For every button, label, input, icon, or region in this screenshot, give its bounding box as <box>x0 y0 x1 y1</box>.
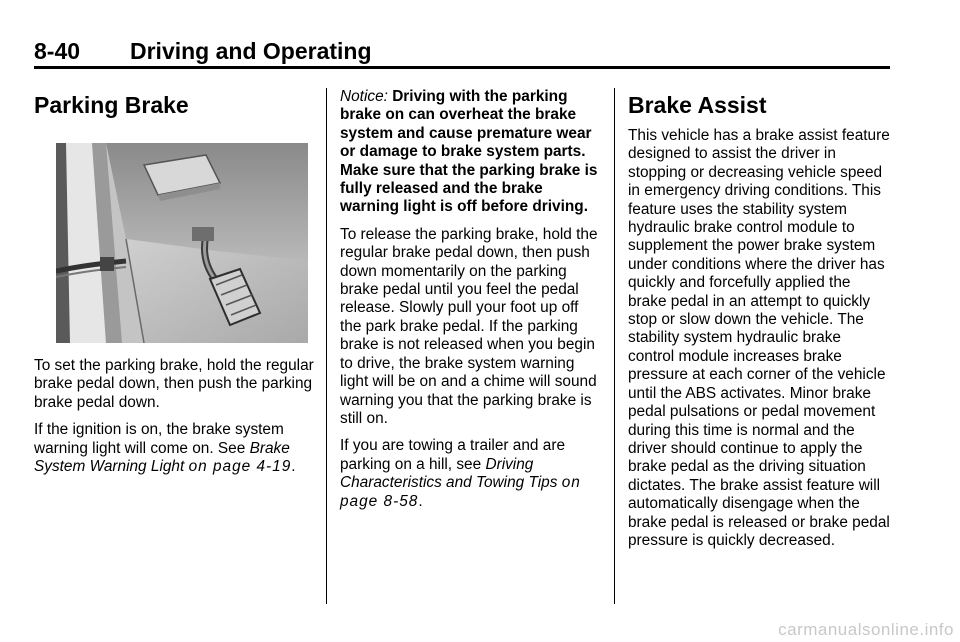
notice-text: Driving with the parking brake on can overheat the brake system and cause premature wear or damage to brake system parts. Make sure that the parking brake is fully released and the brake warning light is off before driving. <box>340 88 598 216</box>
column-left <box>34 88 314 485</box>
towing-text: If you are towing a trailer and are parking on a hill, see <box>340 437 565 473</box>
sentence-end: . <box>418 492 423 510</box>
set-parking-brake-paragraph: To set the parking brake, hold the regular brake pedal down, then push the parking brake pedal down. <box>34 357 314 411</box>
column-divider <box>326 88 327 604</box>
parking-brake-pedal-illustration-icon <box>56 143 308 343</box>
warning-light-paragraph <box>34 421 314 476</box>
sentence-end: . <box>291 458 296 476</box>
column-middle <box>340 88 600 520</box>
release-parking-brake-paragraph: To release the parking brake, hold the regular brake pedal down, then push down momentarily on the parking brake pedal until you feel the pedal release. Slowly pull your foot up off the park brake pedal. If the parking brake is not released when you begin to drive, the brake system warning light will be on and a chime will sound warning you that the parking brake is still on. <box>340 225 598 427</box>
parking-brake-heading: Parking Brake <box>34 92 189 118</box>
section-title: Driving and Operating <box>130 38 372 64</box>
xref-page: on page 4-19 <box>188 458 292 476</box>
column-divider <box>614 88 615 604</box>
notice-paragraph <box>340 88 600 217</box>
brake-assist-heading: Brake Assist <box>628 92 767 118</box>
xref-page: on page 8-58 <box>340 474 581 510</box>
xref-title: Brake System Warning Light <box>34 439 290 476</box>
page-header <box>34 38 890 69</box>
page-number: 8-40 <box>34 38 81 64</box>
parking-brake-figure <box>56 143 308 343</box>
warning-light-text: If the ignition is on, the brake system warning light will come on. See <box>34 421 284 457</box>
notice-label: Notice: <box>340 88 388 105</box>
watermark: carmanualsonline.info <box>778 620 954 639</box>
brake-assist-paragraph: This vehicle has a brake assist feature designed to assist the driver in stopping or decreasing vehicle speed in emergency driving conditions. This feature uses the stability system hydraulic brake control module to supplement the power brake system under conditions where the driver has quickly and forcefully applied the brake pedal in an attempt to quickly stop or slow down the vehicle. The stability system hydraulic brake control module increases brake pressure at each corner of the vehicle until the ABS activates. Minor brake pedal pulsations or pedal movement during this time is normal and the driver should continue to apply the brake pedal as the driving situation dictates. The brake assist feature will automatically disengage when the brake pedal is released or brake pedal pressure is quickly decreased. <box>628 127 890 549</box>
column-right <box>628 88 890 559</box>
xref-title: Driving Characteristics and Towing Tips <box>340 455 558 492</box>
towing-paragraph <box>340 437 600 511</box>
